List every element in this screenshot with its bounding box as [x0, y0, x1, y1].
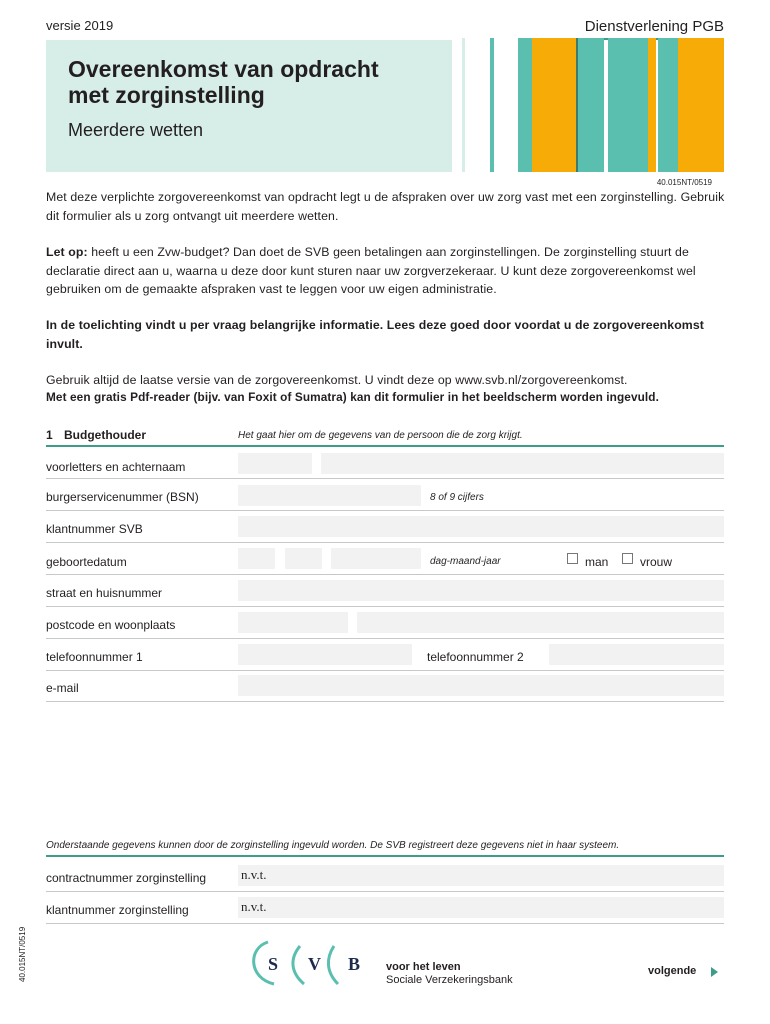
row-divider — [46, 923, 724, 924]
bsn-input[interactable] — [238, 485, 421, 506]
attention-text: heeft u een Zvw-budget? Dan doet de SVB geen betalingen aan zorginstellingen. De zorginstelling stuurt de declaratie direct aan u, waarna u deze door kunt sturen naar uw zorgverzekeraar. U kunt deze zorgovereenkomst wel gebruiken om de gemaakte afspraken vast te leggen voor uw eigen administratie. — [46, 245, 696, 296]
stripe — [462, 38, 465, 172]
section-title: Budgethouder — [64, 428, 146, 442]
page-title — [68, 56, 379, 108]
male-checkbox[interactable] — [567, 553, 578, 564]
version-paragraph: Gebruik altijd de laatse versie van de zorgovereenkomst. U vindt deze op www.svb.nl/zorgovereenkomst. — [46, 373, 628, 387]
street-input[interactable] — [238, 580, 724, 601]
male-label: man — [585, 555, 609, 569]
side-document-code: 40.015NT/0519 — [18, 926, 27, 982]
contract-number-input[interactable] — [238, 865, 724, 886]
row-divider — [46, 891, 724, 892]
document-code: 40.015NT/0519 — [656, 178, 712, 187]
row-divider — [46, 638, 724, 639]
phone1-label: telefoonnummer 1 — [46, 650, 143, 664]
section-number: 1 — [46, 428, 53, 442]
row-divider — [46, 542, 724, 543]
email-label: e-mail — [46, 681, 79, 695]
contract-number-value: n.v.t. — [241, 867, 267, 882]
slogan-line2: Sociale Verzekeringsbank — [386, 974, 513, 986]
row-divider — [46, 510, 724, 511]
intro-paragraph: Met deze verplichte zorgovereenkomst van opdracht legt u de afspraken over uw zorg vast met een zorginstelling. Gebruik dit formulier als u zorg ontvangt uit meerdere wetten. — [46, 190, 725, 223]
svb-logo — [246, 938, 376, 988]
attention-paragraph — [46, 243, 726, 299]
surname-input[interactable] — [321, 453, 724, 474]
institution-note: Onderstaande gegevens kunnen door de zorginstelling ingevuld worden. De SVB registreert deze gegevens niet in haar systeem. — [46, 840, 620, 851]
page-title-line1: Overeenkomst van opdracht — [68, 56, 379, 82]
female-checkbox[interactable] — [622, 553, 633, 564]
email-input[interactable] — [238, 675, 724, 696]
stripe — [658, 38, 678, 172]
institution-client-input[interactable] — [238, 897, 724, 918]
logo-letter-v: V — [308, 954, 321, 974]
stripe — [490, 38, 494, 172]
row-divider — [46, 574, 724, 575]
phone2-label: telefoonnummer 2 — [427, 650, 524, 664]
logo-letter-b: B — [348, 954, 361, 974]
version-label: versie 2019 — [46, 18, 114, 33]
institution-client-value: n.v.t. — [241, 899, 267, 914]
contract-number-label: contractnummer zorginstelling — [46, 871, 207, 885]
institution-client-label: klantnummer zorginstelling — [46, 903, 189, 917]
bsn-label: burgerservicenummer (BSN) — [46, 490, 199, 504]
row-divider — [46, 478, 724, 479]
phone1-input[interactable] — [238, 644, 412, 665]
dob-day-input[interactable] — [238, 548, 275, 569]
section-note: Het gaat hier om de gegevens van de persoon die de zorg krijgt. — [238, 430, 523, 441]
next-button[interactable]: volgende — [648, 965, 697, 977]
name-label: voorletters en achternaam — [46, 460, 186, 474]
street-label: straat en huisnummer — [46, 586, 163, 600]
stripe — [518, 38, 532, 172]
postcode-input[interactable] — [238, 612, 348, 633]
dob-hint: dag-maand-jaar — [430, 556, 501, 567]
dob-month-input[interactable] — [285, 548, 322, 569]
section-divider — [46, 445, 724, 447]
bsn-hint: 8 of 9 cijfers — [430, 492, 484, 503]
stripe — [608, 38, 648, 172]
next-arrow-icon[interactable] — [711, 967, 718, 977]
row-divider — [46, 606, 724, 607]
client-number-label: klantnummer SVB — [46, 522, 143, 536]
page-title-line2: met zorginstelling — [68, 82, 265, 108]
slogan-line1: voor het leven — [386, 961, 461, 973]
logo-letter-s: S — [268, 954, 279, 974]
pdf-reader-paragraph: Met een gratis Pdf-reader (bijv. van Foxit of Sumatra) kan dit formulier in het beeldscherm worden ingevuld. — [46, 390, 659, 404]
stripe — [578, 38, 604, 172]
page-subtitle: Meerdere wetten — [68, 120, 204, 140]
row-divider — [46, 701, 724, 702]
phone2-input[interactable] — [549, 644, 724, 665]
institution-divider — [46, 855, 724, 857]
female-label: vrouw — [640, 555, 673, 569]
service-label: Dienstverlening PGB — [584, 18, 724, 35]
stripe — [678, 38, 724, 172]
attention-label: Let op: — [46, 245, 88, 259]
stripe — [532, 38, 576, 172]
dob-label: geboortedatum — [46, 555, 127, 569]
initials-input[interactable] — [238, 453, 312, 474]
dob-year-input[interactable] — [331, 548, 421, 569]
row-divider — [46, 670, 724, 671]
postcode-label: postcode en woonplaats — [46, 618, 176, 632]
instruction-paragraph: In de toelichting vindt u per vraag belangrijke informatie. Lees deze goed door voordat u de zorgovereenkomst invult. — [46, 318, 704, 351]
client-number-input[interactable] — [238, 516, 724, 537]
stripe — [648, 38, 656, 172]
city-input[interactable] — [357, 612, 724, 633]
